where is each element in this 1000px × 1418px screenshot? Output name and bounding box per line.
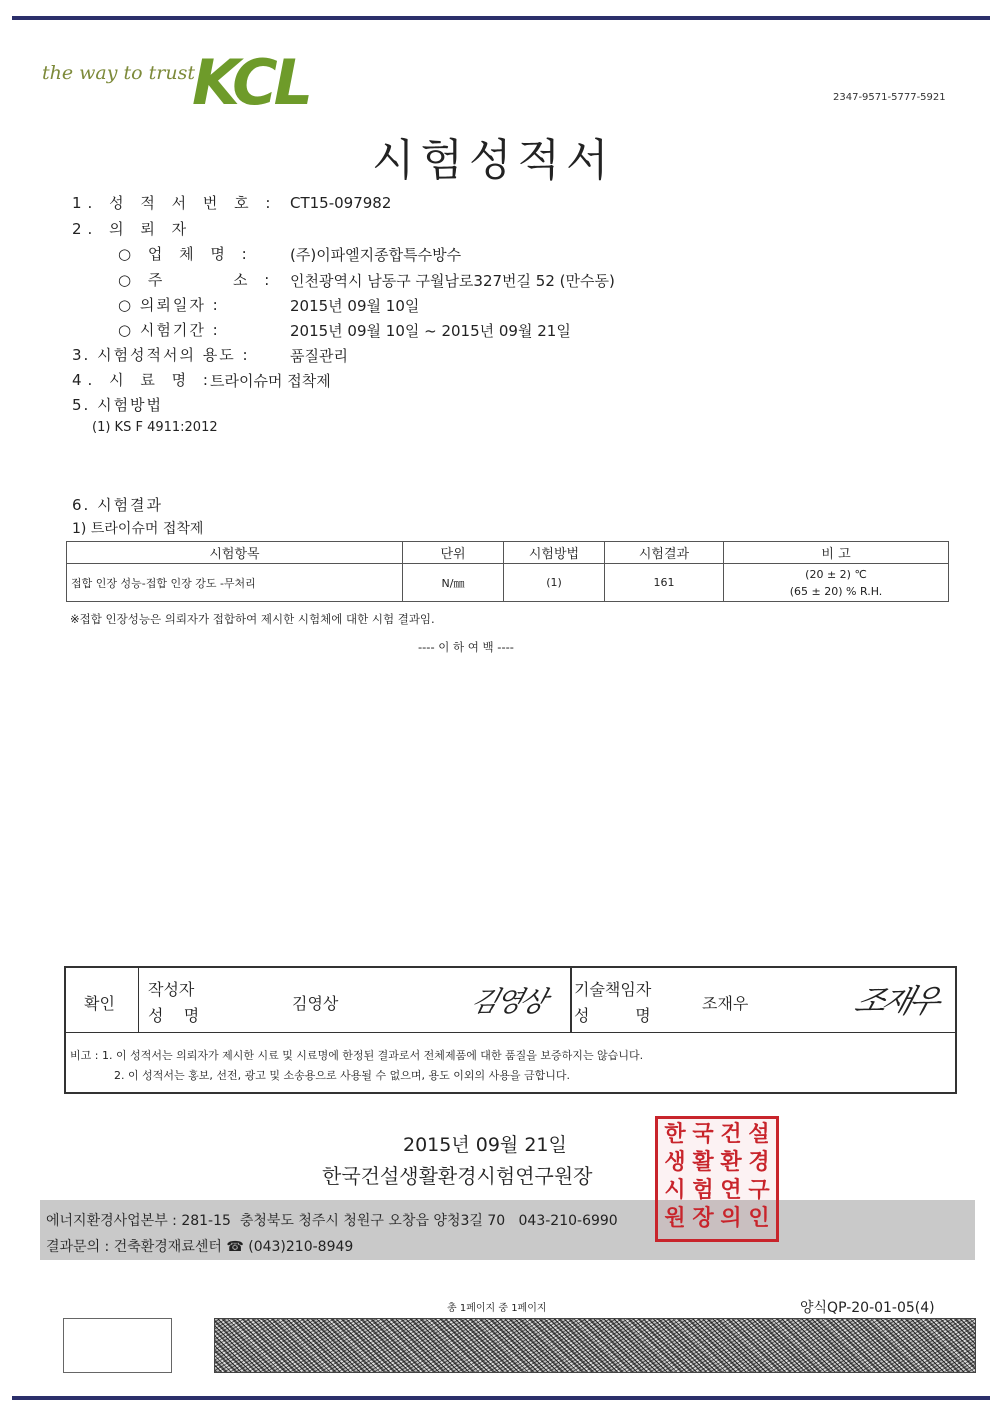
seal-char: 한 xyxy=(664,1122,686,1147)
logo xyxy=(42,46,310,122)
seal-char: 연 xyxy=(720,1178,742,1203)
seal-char: 의 xyxy=(720,1206,742,1231)
footnote: ※접합 인장성능은 의뢰자가 접합하여 제시한 시험체에 대한 시험 결과임. xyxy=(70,612,435,626)
results-section-label: 6. 시험결과 xyxy=(72,496,164,514)
purpose-label: 3. 시험성적서의 용도 : xyxy=(72,346,250,364)
sample-label: 4. 시 료 명 : xyxy=(72,371,214,389)
row-note-line1: (20 ± 2) ℃ xyxy=(805,567,867,581)
writer-label-1: 작성자 xyxy=(148,980,195,999)
confirm-label: 확인 xyxy=(84,994,115,1013)
seal-char: 국 xyxy=(692,1122,714,1147)
footer-band xyxy=(40,1200,975,1260)
bottom-rule xyxy=(12,1396,990,1400)
results-table xyxy=(66,541,949,602)
method-value: (1) KS F 4911:2012 xyxy=(92,420,218,435)
top-rule xyxy=(12,16,990,20)
issuer-name: 한국건설생활환경시험연구원장 xyxy=(322,1164,593,1188)
row-item: 접합 인장 성능-접합 인장 강도 -무처리 xyxy=(67,564,403,602)
address-value: 인천광역시 남동구 구월남로327번길 52 (만수동) xyxy=(290,272,615,290)
test-period-value: 2015년 09월 10일 ~ 2015년 09월 21일 xyxy=(290,322,571,340)
end-mark: ---- 이 하 여 백 ---- xyxy=(418,640,514,654)
row-note xyxy=(724,564,949,602)
notes-line-1: 비고 : 1. 이 성적서는 의뢰자가 제시한 시료 및 시료명에 한정된 결과로서 전체제품에 대한 품질을 보증하지는 않습니다. xyxy=(70,1049,644,1062)
logo-brand: KCL xyxy=(192,46,310,119)
seal-char: 건 xyxy=(720,1122,742,1147)
writer-signature: 김영상 xyxy=(467,985,549,1018)
purpose-value: 품질관리 xyxy=(290,347,348,365)
row-result: 161 xyxy=(605,564,724,602)
seal-grid xyxy=(661,1121,775,1233)
results-sub-label: 1) 트라이슈머 접착제 xyxy=(72,521,204,537)
address-label: ○ 주 소 : xyxy=(118,271,276,289)
table-row xyxy=(67,564,949,602)
sample-value: 트라이슈머 접착제 xyxy=(210,372,331,390)
seal-char: 환 xyxy=(720,1150,742,1175)
form-code: 양식QP-20-01-05(4) xyxy=(800,1300,935,1316)
report-no-value: CT15-097982 xyxy=(290,194,392,212)
logo-tagline: the way to trust xyxy=(42,62,195,84)
seal-char: 원 xyxy=(664,1206,686,1231)
footer-inquiry: 결과문의 : 건축환경재료센터 ☎ (043)210-8949 xyxy=(46,1239,354,1255)
seal-char: 시 xyxy=(664,1178,686,1203)
page-title: 시험성적서 xyxy=(372,135,615,186)
seal-char: 생 xyxy=(664,1150,686,1175)
signature-row-divider xyxy=(66,1032,955,1033)
test-period-label: ○ 시험기간 : xyxy=(118,321,220,339)
seal-char: 장 xyxy=(692,1206,714,1231)
tech-label-1: 기술책임자 xyxy=(574,980,652,999)
row-method: (1) xyxy=(504,564,605,602)
header-item: 시험항목 xyxy=(67,542,403,564)
tech-divider xyxy=(570,968,572,1032)
tech-label-2: 성 명 xyxy=(574,1006,651,1025)
security-pattern xyxy=(214,1318,976,1373)
company-label: ○ 업 체 명 : xyxy=(118,245,253,263)
footer-address: 에너지환경사업본부 : 281-15 충청북도 청주시 청원구 오창읍 양청3길 70 043-210-6990 xyxy=(46,1213,618,1229)
page-info: 총 1페이지 중 1페이지 xyxy=(447,1303,547,1314)
signature-box xyxy=(64,966,957,1094)
request-date-value: 2015년 09월 10일 xyxy=(290,297,420,315)
seal-char: 인 xyxy=(748,1206,770,1231)
company-value: (주)이파엘지종합특수방수 xyxy=(290,246,462,264)
request-date-label: ○ 의뢰일자 : xyxy=(118,296,220,314)
writer-name: 김영상 xyxy=(292,994,339,1013)
tech-signature: 조재우 xyxy=(850,982,942,1020)
row-unit: N/㎜ xyxy=(403,564,504,602)
seal-char: 활 xyxy=(692,1150,714,1175)
header-result: 시험결과 xyxy=(605,542,724,564)
method-label: 5. 시험방법 xyxy=(72,396,164,414)
issue-date: 2015년 09월 21일 xyxy=(403,1134,567,1156)
official-seal-stamp xyxy=(655,1116,779,1242)
seal-char: 구 xyxy=(748,1178,770,1203)
seal-char: 험 xyxy=(692,1178,714,1203)
notes-line-2: 2. 이 성적서는 홍보, 선전, 광고 및 소송용으로 사용될 수 없으며, 용도 이외의 사용을 금합니다. xyxy=(114,1069,570,1082)
header-note: 비 고 xyxy=(724,542,949,564)
report-no-label: 1. 성 적 서 번 호 : xyxy=(72,194,277,212)
document-number: 2347-9571-5777-5921 xyxy=(833,92,946,103)
confirm-divider xyxy=(138,968,139,1032)
blank-code-box xyxy=(63,1318,172,1373)
tech-name: 조재우 xyxy=(702,994,749,1013)
header-unit: 단위 xyxy=(403,542,504,564)
client-label: 2. 의 뢰 자 xyxy=(72,220,193,238)
header-method: 시험방법 xyxy=(504,542,605,564)
seal-char: 경 xyxy=(748,1150,770,1175)
row-note-line2: (65 ± 20) % R.H. xyxy=(789,584,883,598)
writer-label-2: 성 명 xyxy=(148,1006,200,1025)
seal-char: 설 xyxy=(748,1122,770,1147)
